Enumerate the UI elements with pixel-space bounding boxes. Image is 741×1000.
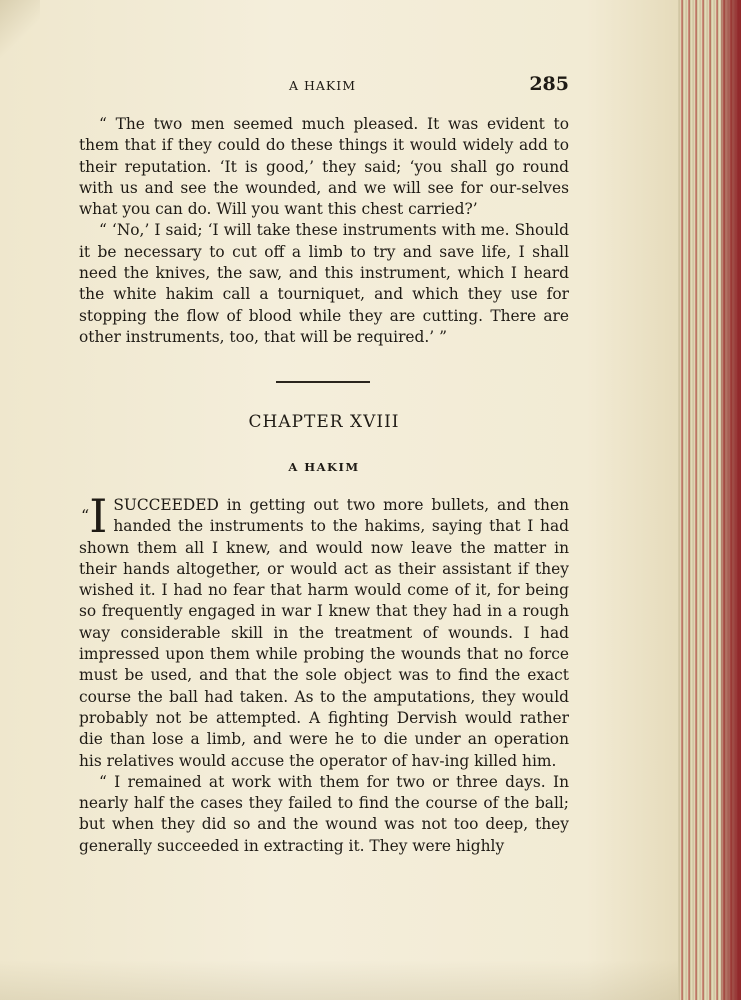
page-fold-corner bbox=[0, 0, 40, 60]
chapter-opening-paragraph bbox=[79, 489, 569, 772]
paragraph: “ The two men seemed much pleased. It was evident to them that if they could do these things it would widely add to their reputation. ‘It is good,’ they said; ‘you shall go round with us and see the wounded, and we will see for our-selves what you can do. Will you want this chest carried?’ bbox=[79, 115, 569, 219]
opening-quote: “ bbox=[81, 506, 90, 525]
paragraph-text: SUCCEEDED in getting out two more bullets, and then handed the instruments to the hakims, saying that I had shown them all I knew, and would now leave the matter in their hands altogether, or would act as their assistant if they wished it. I had no fear that harm would come of it, for being so frequently engaged in war I knew that they had in a rough way considerable skill in the treatment of wounds. I had impressed upon them while probing the wounds that no force must be used, and that the sole object was to find the exact course the ball had taken. As to the amputations, they would probably not be attempted. A fighting Dervish would rather die than lose a limb, and were he to die under an operation his relatives would accuse the operator of hav-ing killed him. bbox=[79, 496, 569, 770]
chapter-title: CHAPTER XVIII bbox=[248, 412, 400, 432]
section-divider bbox=[276, 381, 370, 383]
drop-cap bbox=[81, 489, 108, 543]
running-head: A HAKIM bbox=[289, 78, 357, 93]
top-text-block bbox=[79, 114, 569, 348]
drop-cap-letter: I bbox=[89, 489, 108, 543]
page-header bbox=[79, 74, 569, 100]
page-number: 285 bbox=[529, 73, 569, 95]
chapter-text-block bbox=[79, 489, 569, 857]
paragraph: “ ‘No,’ I said; ‘I will take these instruments with me. Should it be necessary to cut off a limb to try and save life, I shall need the knives, the saw, and this instrument, which I heard the white hakim call a tourniquet, and which they use for stopping the flow of blood while they are cutting. There are other instruments, too, that will be required.’ ” bbox=[79, 221, 569, 346]
book-page-edges bbox=[678, 0, 741, 1000]
chapter-subtitle: A HAKIM bbox=[288, 460, 360, 474]
page-bottom-shadow bbox=[0, 960, 690, 1000]
paragraph: “ I remained at work with them for two or three days. In nearly half the cases they failed to find the course of the ball; but when they did so and the wound was not too deep, they generally succeeded in extracting it. They were highly bbox=[79, 772, 569, 855]
